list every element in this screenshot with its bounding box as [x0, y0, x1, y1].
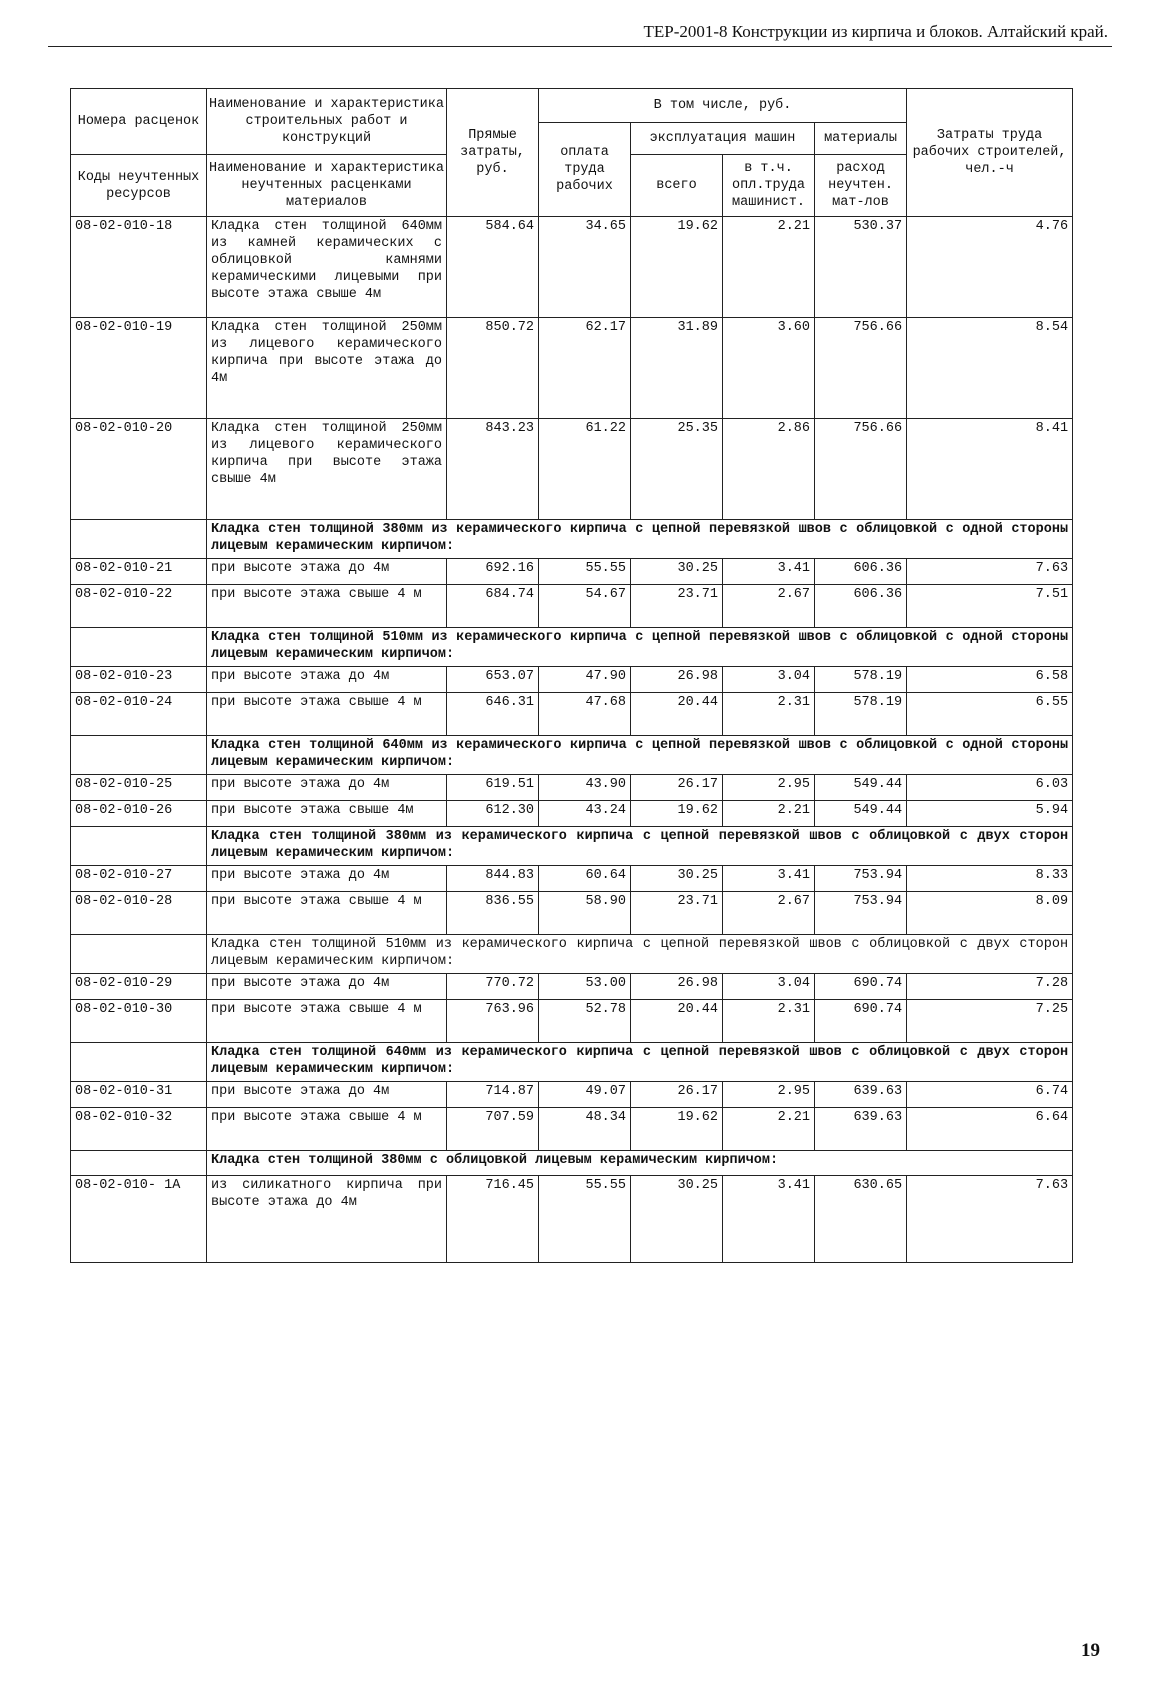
machines-total: 19.62: [631, 1108, 723, 1151]
table-row: [71, 801, 1073, 827]
machines-wages: 2.21: [723, 801, 815, 827]
direct-cost: 843.23: [447, 419, 539, 520]
col-head-codes-top: Номера расценок: [71, 89, 207, 155]
machines-total: 30.25: [631, 866, 723, 892]
rate-code: 08-02-010-31: [71, 1082, 207, 1108]
direct-cost: 646.31: [447, 693, 539, 736]
machines-wages: 3.41: [723, 1176, 815, 1263]
labor-cost: 8.09: [907, 892, 1073, 935]
wages: 52.78: [539, 1000, 631, 1043]
group-heading-row: [71, 736, 1073, 775]
rate-code: 08-02-010-29: [71, 974, 207, 1000]
rate-name: при высоте этажа до 4м: [207, 1082, 447, 1108]
labor-cost: 7.51: [907, 585, 1073, 628]
col-head-wages: оплата труда рабочих: [539, 123, 631, 217]
machines-total: 26.17: [631, 775, 723, 801]
rate-name: при высоте этажа свыше 4м: [207, 801, 447, 827]
rate-name: из силикатного кирпича при высоте этажа до 4м: [207, 1176, 447, 1263]
col-head-name-top: Наименование и характеристика строительных работ и конструкций: [207, 89, 447, 155]
col-head-direct: Прямые затраты, руб.: [447, 89, 539, 217]
wages: 55.55: [539, 559, 631, 585]
table-row: [71, 892, 1073, 935]
rate-name: Кладка стен толщиной 250мм из лицевого керамического кирпича при высоте этажа свыше 4м: [207, 419, 447, 520]
labor-cost: 7.63: [907, 559, 1073, 585]
direct-cost: 836.55: [447, 892, 539, 935]
machines-wages: 3.04: [723, 974, 815, 1000]
group-heading-row: [71, 628, 1073, 667]
machines-total: 23.71: [631, 892, 723, 935]
labor-cost: 4.76: [907, 217, 1073, 318]
materials: 690.74: [815, 1000, 907, 1043]
rate-code: 08-02-010-18: [71, 217, 207, 318]
wages: 34.65: [539, 217, 631, 318]
rate-name: при высоте этажа до 4м: [207, 775, 447, 801]
materials: 578.19: [815, 667, 907, 693]
machines-wages: 2.21: [723, 217, 815, 318]
rate-name: при высоте этажа до 4м: [207, 974, 447, 1000]
group-heading: Кладка стен толщиной 380мм с облицовкой лицевым керамическим кирпичом:: [207, 1151, 1073, 1176]
materials: 578.19: [815, 693, 907, 736]
machines-total: 25.35: [631, 419, 723, 520]
group-heading: Кладка стен толщиной 380мм из керамического кирпича с цепной перевязкой швов с облицовкой с двух сторон лицевым керамическим кирпичом:: [207, 827, 1073, 866]
table-row: [71, 1082, 1073, 1108]
group-heading: Кладка стен толщиной 510мм из керамического кирпича с цепной перевязкой швов с облицовкой с одной стороны лицевым керамическим кирпичом:: [207, 628, 1073, 667]
machines-total: 30.25: [631, 559, 723, 585]
rates-table: [70, 88, 1073, 1263]
wages: 53.00: [539, 974, 631, 1000]
machines-wages: 2.67: [723, 892, 815, 935]
machines-total: 20.44: [631, 1000, 723, 1043]
materials: 639.63: [815, 1108, 907, 1151]
direct-cost: 584.64: [447, 217, 539, 318]
col-head-materials: материалы: [815, 123, 907, 155]
machines-wages: 2.95: [723, 1082, 815, 1108]
labor-cost: 7.28: [907, 974, 1073, 1000]
group-heading-spacer: [71, 827, 207, 866]
group-heading: Кладка стен толщиной 510мм из керамического кирпича с цепной перевязкой швов с облицовкой с двух сторон лицевым керамическим кирпичом:: [207, 935, 1073, 974]
machines-wages: 2.95: [723, 775, 815, 801]
table-row: [71, 559, 1073, 585]
group-heading: Кладка стен толщиной 640мм из керамического кирпича с цепной перевязкой швов с облицовкой с двух сторон лицевым керамическим кирпичом:: [207, 1043, 1073, 1082]
wages: 43.24: [539, 801, 631, 827]
machines-wages: 2.21: [723, 1108, 815, 1151]
table-row: [71, 318, 1073, 419]
group-heading-spacer: [71, 1151, 207, 1176]
machines-wages: 3.04: [723, 667, 815, 693]
labor-cost: 6.55: [907, 693, 1073, 736]
materials: 753.94: [815, 892, 907, 935]
rate-name: при высоте этажа до 4м: [207, 559, 447, 585]
group-heading: Кладка стен толщиной 380мм из керамического кирпича с цепной перевязкой швов с облицовкой с одной стороны лицевым керамическим кирпичом:: [207, 520, 1073, 559]
machines-wages: 3.41: [723, 866, 815, 892]
rate-code: 08-02-010-30: [71, 1000, 207, 1043]
table-row: [71, 419, 1073, 520]
direct-cost: 653.07: [447, 667, 539, 693]
machines-total: 26.17: [631, 1082, 723, 1108]
machines-wages: 2.86: [723, 419, 815, 520]
running-header: ТЕР-2001-8 Конструкции из кирпича и блоков. Алтайский край.: [643, 22, 1108, 41]
wages: 58.90: [539, 892, 631, 935]
machines-total: 19.62: [631, 217, 723, 318]
rate-code: 08-02-010-32: [71, 1108, 207, 1151]
rate-name: при высоте этажа свыше 4 м: [207, 1108, 447, 1151]
materials: 530.37: [815, 217, 907, 318]
materials: 606.36: [815, 585, 907, 628]
group-heading: Кладка стен толщиной 640мм из керамического кирпича с цепной перевязкой швов с облицовкой с одной стороны лицевым керамическим кирпичом:: [207, 736, 1073, 775]
wages: 47.68: [539, 693, 631, 736]
table-row: [71, 693, 1073, 736]
labor-cost: 6.58: [907, 667, 1073, 693]
materials: 756.66: [815, 318, 907, 419]
wages: 62.17: [539, 318, 631, 419]
table-row: [71, 667, 1073, 693]
group-heading-spacer: [71, 520, 207, 559]
table-row: [71, 1176, 1073, 1263]
group-heading-row: [71, 935, 1073, 974]
header-rule: [48, 46, 1112, 47]
labor-cost: 5.94: [907, 801, 1073, 827]
table-row: [71, 775, 1073, 801]
group-heading-spacer: [71, 935, 207, 974]
table-row: [71, 585, 1073, 628]
direct-cost: 770.72: [447, 974, 539, 1000]
table-row: [71, 1000, 1073, 1043]
table-row: [71, 217, 1073, 318]
page-number: 19: [1081, 1640, 1100, 1661]
col-head-codes-bottom: Коды неучтенных ресурсов: [71, 155, 207, 217]
wages: 55.55: [539, 1176, 631, 1263]
direct-cost: 619.51: [447, 775, 539, 801]
wages: 43.90: [539, 775, 631, 801]
wages: 61.22: [539, 419, 631, 520]
machines-wages: 2.31: [723, 1000, 815, 1043]
wages: 47.90: [539, 667, 631, 693]
machines-wages: 3.41: [723, 559, 815, 585]
machines-total: 30.25: [631, 1176, 723, 1263]
rate-code: 08-02-010-22: [71, 585, 207, 628]
group-heading-spacer: [71, 1043, 207, 1082]
labor-cost: 7.25: [907, 1000, 1073, 1043]
rate-name: Кладка стен толщиной 250мм из лицевого керамического кирпича при высоте этажа до 4м: [207, 318, 447, 419]
rate-name: при высоте этажа до 4м: [207, 667, 447, 693]
machines-wages: 3.60: [723, 318, 815, 419]
col-head-incl: В том числе, руб.: [539, 89, 907, 123]
machines-wages: 2.31: [723, 693, 815, 736]
group-heading-spacer: [71, 736, 207, 775]
wages: 54.67: [539, 585, 631, 628]
materials: 756.66: [815, 419, 907, 520]
direct-cost: 763.96: [447, 1000, 539, 1043]
rate-code: 08-02-010-27: [71, 866, 207, 892]
materials: 753.94: [815, 866, 907, 892]
direct-cost: 844.83: [447, 866, 539, 892]
rate-code: 08-02-010-25: [71, 775, 207, 801]
materials: 630.65: [815, 1176, 907, 1263]
rate-code: 08-02-010-21: [71, 559, 207, 585]
direct-cost: 850.72: [447, 318, 539, 419]
direct-cost: 612.30: [447, 801, 539, 827]
group-heading-row: [71, 520, 1073, 559]
group-heading-row: [71, 1151, 1073, 1176]
machines-total: 23.71: [631, 585, 723, 628]
direct-cost: 692.16: [447, 559, 539, 585]
rate-code: 08-02-010-19: [71, 318, 207, 419]
col-head-name-bottom: Наименование и характеристика неучтенных расценками материалов: [207, 155, 447, 217]
wages: 49.07: [539, 1082, 631, 1108]
group-heading-row: [71, 1043, 1073, 1082]
rate-code: 08-02-010-20: [71, 419, 207, 520]
wages: 48.34: [539, 1108, 631, 1151]
labor-cost: 8.41: [907, 419, 1073, 520]
group-heading-spacer: [71, 628, 207, 667]
col-head-machines: эксплуатация машин: [631, 123, 815, 155]
labor-cost: 6.03: [907, 775, 1073, 801]
rate-name: при высоте этажа свыше 4 м: [207, 585, 447, 628]
materials: 639.63: [815, 1082, 907, 1108]
direct-cost: 707.59: [447, 1108, 539, 1151]
group-heading-row: [71, 827, 1073, 866]
machines-total: 20.44: [631, 693, 723, 736]
machines-wages: 2.67: [723, 585, 815, 628]
machines-total: 31.89: [631, 318, 723, 419]
col-head-labor: Затраты труда рабочих строителей, чел.-ч: [907, 89, 1073, 217]
direct-cost: 684.74: [447, 585, 539, 628]
rate-name: Кладка стен толщиной 640мм из камней керамических с облицовкой камнями керамическими лицевыми при высоте этажа свыше 4м: [207, 217, 447, 318]
labor-cost: 6.74: [907, 1082, 1073, 1108]
rate-name: при высоте этажа до 4м: [207, 866, 447, 892]
rate-code: 08-02-010-28: [71, 892, 207, 935]
rate-code: 08-02-010-24: [71, 693, 207, 736]
machines-total: 19.62: [631, 801, 723, 827]
rate-name: при высоте этажа свыше 4 м: [207, 892, 447, 935]
materials: 606.36: [815, 559, 907, 585]
materials: 690.74: [815, 974, 907, 1000]
table-row: [71, 1108, 1073, 1151]
direct-cost: 716.45: [447, 1176, 539, 1263]
rate-name: при высоте этажа свыше 4 м: [207, 1000, 447, 1043]
table-row: [71, 866, 1073, 892]
machines-total: 26.98: [631, 667, 723, 693]
rate-code: 08-02-010-26: [71, 801, 207, 827]
col-head-machines-wages: в т.ч. опл.труда машинист.: [723, 155, 815, 217]
wages: 60.64: [539, 866, 631, 892]
direct-cost: 714.87: [447, 1082, 539, 1108]
labor-cost: 6.64: [907, 1108, 1073, 1151]
rate-code: 08-02-010- 1А: [71, 1176, 207, 1263]
col-head-materials-sub: расход неучтен. мат-лов: [815, 155, 907, 217]
materials: 549.44: [815, 775, 907, 801]
labor-cost: 8.33: [907, 866, 1073, 892]
rate-name: при высоте этажа свыше 4 м: [207, 693, 447, 736]
rate-code: 08-02-010-23: [71, 667, 207, 693]
table-row: [71, 974, 1073, 1000]
col-head-machines-total: всего: [631, 155, 723, 217]
materials: 549.44: [815, 801, 907, 827]
labor-cost: 8.54: [907, 318, 1073, 419]
labor-cost: 7.63: [907, 1176, 1073, 1263]
machines-total: 26.98: [631, 974, 723, 1000]
